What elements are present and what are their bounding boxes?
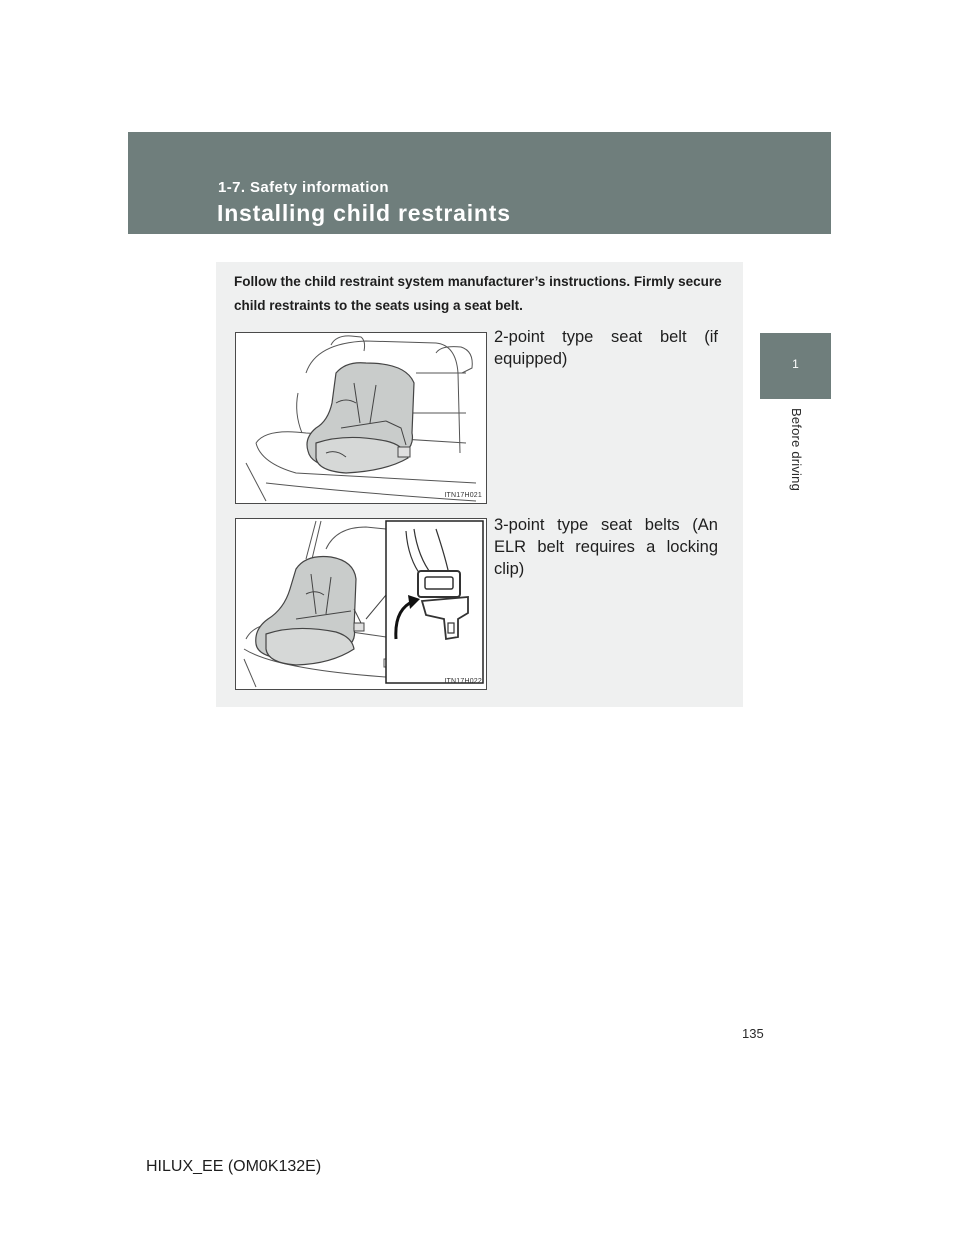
child-seat-illustration-2 [236, 519, 486, 689]
figure-3-point-belt [235, 518, 487, 690]
chapter-header [128, 132, 831, 234]
page-title: Installing child restraints [217, 200, 511, 226]
chapter-tab [760, 333, 831, 399]
page-number: 135 [742, 1026, 764, 1041]
figure-code: ITN17H022 [444, 678, 482, 685]
chapter-label: Before driving [789, 408, 804, 492]
document-code: HILUX_EE (OM0K132E) [146, 1158, 322, 1175]
intro-text: Follow the child restraint system manufacturer’s instructions. Firmly secure child restraints to the seats using a seat belt. [234, 274, 722, 313]
figure-code: ITN17H021 [444, 492, 482, 499]
section-label: 1-7. Safety information [218, 179, 389, 196]
item-description-2: 3-point type seat belts (An ELR belt requires a locking clip) [494, 516, 718, 578]
figure-2-point-belt [235, 332, 487, 504]
item-description-1: 2-point type seat belt (if equipped) [494, 328, 718, 368]
content-box [216, 262, 743, 707]
chapter-number: 1 [792, 357, 799, 371]
child-seat-illustration-1 [236, 333, 486, 503]
